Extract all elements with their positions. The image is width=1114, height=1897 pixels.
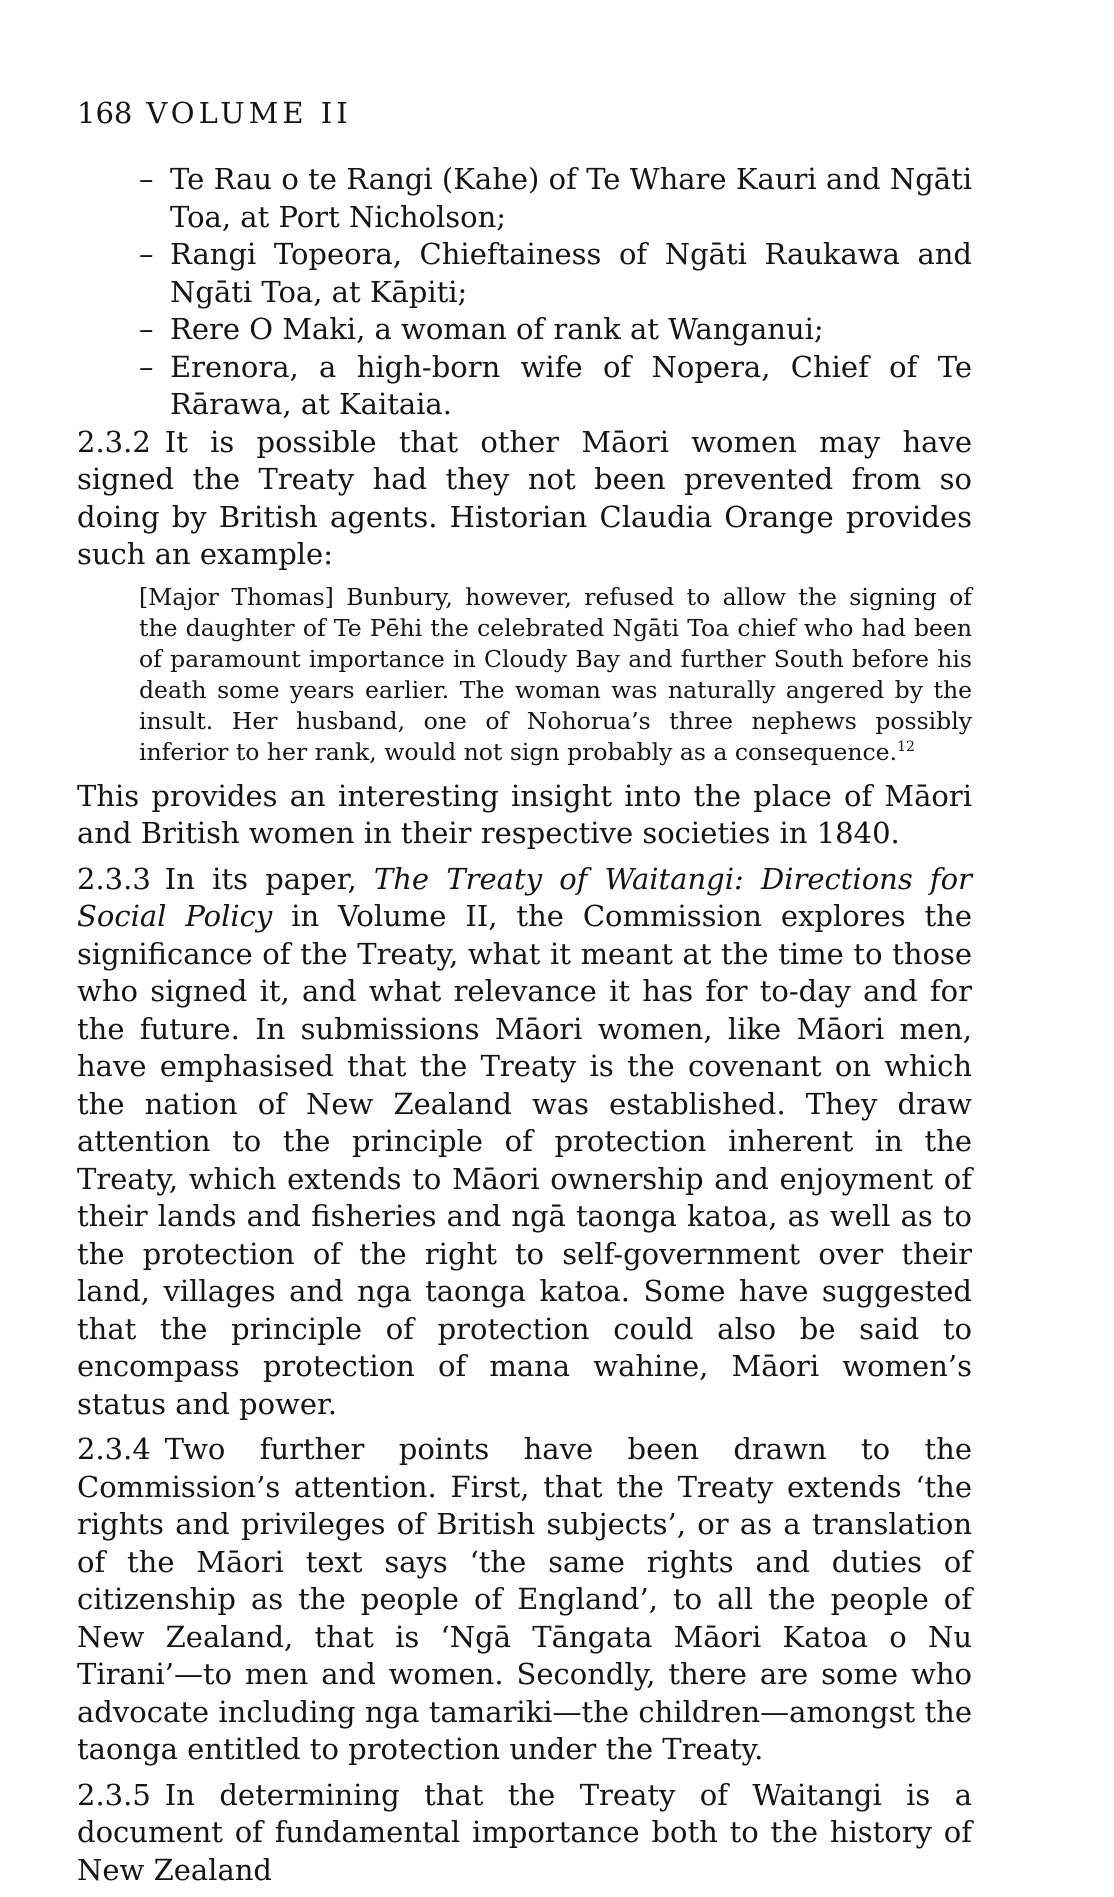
list-item-text: Te Rau o te Rangi (Kahe) of Te Whare Kauri and Ngāti Toa, at Port Nicholson; bbox=[170, 162, 972, 234]
list-dash: – bbox=[139, 162, 154, 196]
list-dash: – bbox=[139, 312, 154, 346]
list-dash: – bbox=[139, 349, 154, 384]
list-item-text: Rere O Maki, a woman of rank at Wanganui; bbox=[170, 312, 824, 346]
quote-text: [Major Thomas] Bunbury, however, refused to allow the signing of the daughter of Te Pēhi the celebrated Ngāti Toa chief who had been of paramount importance in Cloudy Bay and further South before his death some years earlier. The woman was naturally angered by the insult. Her husband, one of Nohorua’s three nephews possibly inferior to her rank, would not sign probably as a consequence. bbox=[139, 582, 972, 766]
paragraph-text: In its paper, bbox=[164, 861, 357, 896]
block-quote bbox=[139, 582, 972, 768]
paragraph-2-3-5 bbox=[77, 1777, 972, 1890]
paragraph-after-quote bbox=[77, 778, 972, 853]
page-number: 168 bbox=[77, 96, 133, 130]
paragraph-text: It is possible that other Māori women may have signed the Treaty had they not been prevented from so doing by British agents. Historian Claudia Orange provides such an example: bbox=[77, 424, 972, 571]
running-title: VOLUME II bbox=[146, 96, 352, 130]
paragraph-2-3-3 bbox=[77, 861, 972, 1424]
paragraph-text: in Volume II, the Commission explores the significance of the Treaty, what it meant at the time to those who signed it, and what relevance it has for to-day and for the future. In submissions Māori women, like Māori men, have emphasised that the Treaty is the covenant on which the nation of New Zealand was established. They draw attention to the principle of protection inherent in the Treaty, which extends to Māori ownership and enjoyment of their lands and fisheries and ngā taonga katoa, as well as to the protection of the right to self-government over their land, villages and nga taonga katoa. Some have suggested that the principle of protection could also be said to encompass protection of mana wahine, Māori women’s status and power. bbox=[77, 899, 972, 1421]
paper-title: The Treaty of Waitangi: Directions for Social Policy bbox=[77, 861, 972, 933]
paragraph-text: In determining that the Treaty of Waitangi is a document of fundamental importance both to the history of New Zealand bbox=[77, 1777, 972, 1887]
list-dash: – bbox=[139, 237, 154, 271]
footnote-marker[interactable]: 12 bbox=[897, 738, 915, 755]
section-number: 2.3.3 bbox=[77, 861, 151, 896]
section-number: 2.3.4 bbox=[77, 1432, 151, 1466]
paragraph-2-3-4 bbox=[77, 1431, 972, 1769]
section-number: 2.3.5 bbox=[77, 1777, 151, 1812]
paragraph-text: Two further points have been drawn to the Commission’s attention. First, that the Treaty extends ‘the rights and privileges of British subjects’, or as a translation of the Māori text says ‘the same rights and duties of citizenship as the people of England’, to all the people of New Zealand, that is ‘Ngā Tāngata Māori Katoa o Nu Tirani’—to men and women. Secondly, there are some who advocate including nga tamariki—the children—amongst the taonga entitled to protection under the Treaty. bbox=[77, 1432, 972, 1766]
list-item bbox=[77, 311, 972, 349]
paragraph-2-3-2 bbox=[77, 424, 972, 574]
section-number: 2.3.2 bbox=[77, 424, 151, 459]
list-item bbox=[77, 161, 972, 236]
paragraph-text: This provides an interesting insight into the place of Māori and British women in their respective societies in 1840. bbox=[77, 778, 972, 850]
running-head bbox=[77, 95, 972, 131]
list-item-text: Rangi Topeora, Chieftainess of Ngāti Raukawa and Ngāti Toa, at Kāpiti; bbox=[170, 237, 972, 309]
signatory-list bbox=[77, 161, 972, 424]
document-page bbox=[77, 95, 972, 1897]
list-item bbox=[77, 349, 972, 424]
list-item-text: Erenora, a high-born wife of Nopera, Chief of Te Rārawa, at Kaitaia. bbox=[170, 349, 972, 421]
list-item bbox=[77, 236, 972, 311]
